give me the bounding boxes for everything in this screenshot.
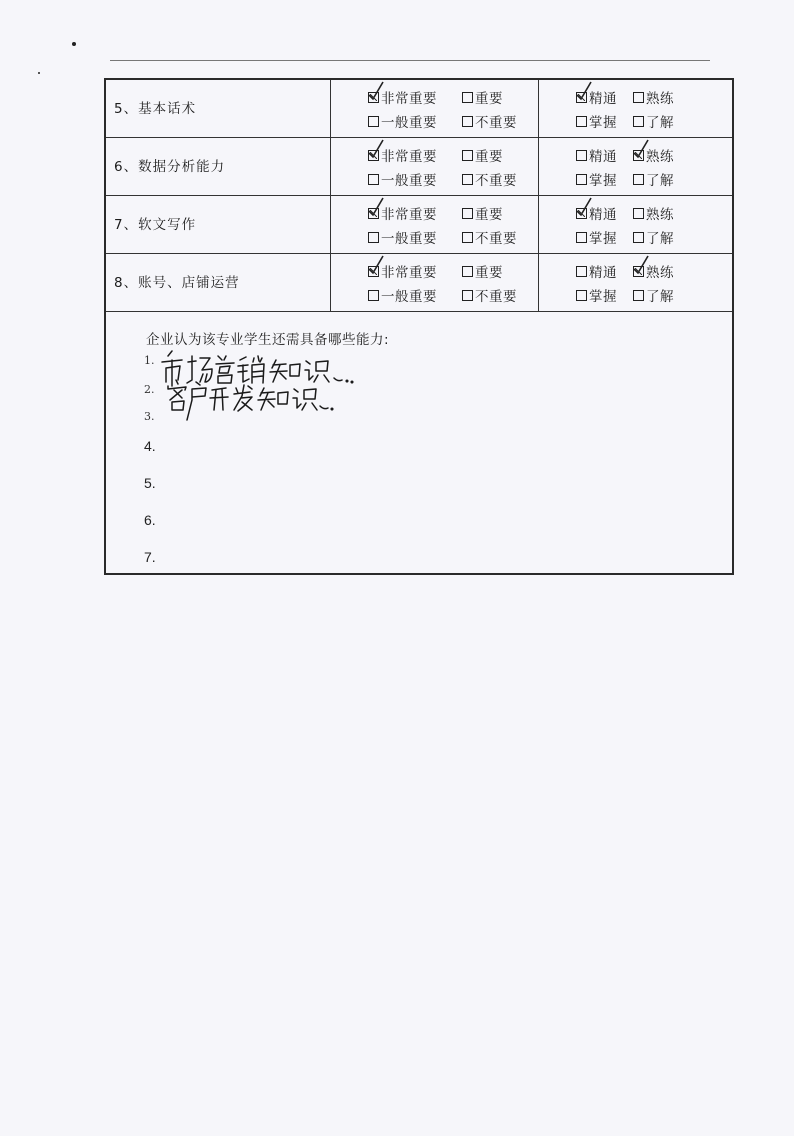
proficiency-option-mastered[interactable]: 掌握 [576, 231, 617, 247]
proficiency-option-skilled[interactable]: 熟练 [633, 265, 674, 281]
proficiency-option-expert[interactable]: 精通 [576, 207, 617, 223]
answer-number: 6. [144, 512, 156, 528]
answer-number: 2. [144, 383, 155, 396]
importance-option-very-important[interactable]: 非常重要 [368, 149, 437, 165]
scan-speck [38, 72, 40, 74]
proficiency-option-expert[interactable]: 精通 [576, 149, 617, 165]
importance-option-important[interactable]: 重要 [462, 91, 503, 107]
skill-name: 6、数据分析能力 [114, 159, 226, 175]
importance-option-important[interactable]: 重要 [462, 207, 503, 223]
proficiency-option-expert[interactable]: 精通 [576, 91, 617, 107]
header-rule [110, 60, 710, 61]
proficiency-option-skilled[interactable]: 熟练 [633, 207, 674, 223]
importance-option-very-important[interactable]: 非常重要 [368, 91, 437, 107]
answer-number: 5. [144, 475, 156, 491]
proficiency-option-expert[interactable]: 精通 [576, 265, 617, 281]
skill-name: 7、软文写作 [114, 217, 197, 233]
proficiency-option-mastered[interactable]: 掌握 [576, 289, 617, 305]
skill-name: 8、账号、店铺运营 [114, 275, 240, 291]
proficiency-option-skilled[interactable]: 熟练 [633, 91, 674, 107]
proficiency-option-understand[interactable]: 了解 [633, 289, 674, 305]
importance-option-very-important[interactable]: 非常重要 [368, 207, 437, 223]
importance-option-very-important[interactable]: 非常重要 [368, 265, 437, 281]
skill-name: 5、基本话术 [114, 101, 197, 117]
answer-number: 3. [144, 410, 155, 423]
importance-option-not-important[interactable]: 不重要 [462, 289, 517, 305]
importance-option-somewhat-important[interactable]: 一般重要 [368, 173, 437, 189]
importance-option-not-important[interactable]: 不重要 [462, 231, 517, 247]
proficiency-option-mastered[interactable]: 掌握 [576, 173, 617, 189]
importance-option-not-important[interactable]: 不重要 [462, 115, 517, 131]
proficiency-option-mastered[interactable]: 掌握 [576, 115, 617, 131]
scan-speck [72, 42, 76, 46]
proficiency-option-understand[interactable]: 了解 [633, 231, 674, 247]
importance-option-important[interactable]: 重要 [462, 149, 503, 165]
open-question: 企业认为该专业学生还需具备哪些能力: [146, 332, 390, 348]
importance-option-somewhat-important[interactable]: 一般重要 [368, 289, 437, 305]
importance-option-somewhat-important[interactable]: 一般重要 [368, 115, 437, 131]
proficiency-option-skilled[interactable]: 熟练 [633, 149, 674, 165]
proficiency-option-understand[interactable]: 了解 [633, 173, 674, 189]
proficiency-option-understand[interactable]: 了解 [633, 115, 674, 131]
answer-number: 4. [144, 438, 156, 454]
answer-number: 1. [144, 354, 155, 367]
importance-option-somewhat-important[interactable]: 一般重要 [368, 231, 437, 247]
skills-form [104, 78, 734, 575]
handwriting-answer-2 [106, 80, 732, 577]
importance-option-not-important[interactable]: 不重要 [462, 173, 517, 189]
answer-number: 7. [144, 549, 156, 565]
importance-option-important[interactable]: 重要 [462, 265, 503, 281]
